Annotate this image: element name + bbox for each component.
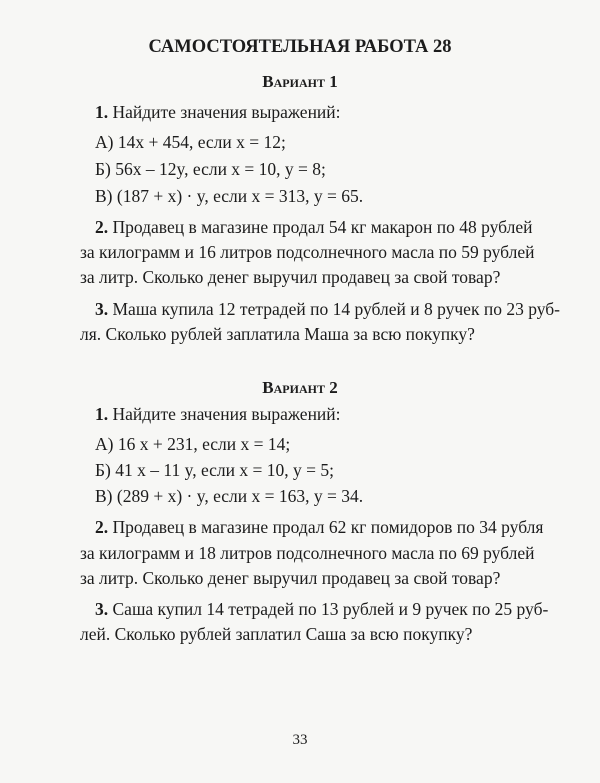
v1-task2-line: за килограмм и 16 литров подсолнечного масла по 59 рублей — [80, 242, 535, 262]
v2-task2-line: за килограмм и 18 литров подсолнечного масла по 69 рублей — [80, 543, 535, 563]
task-number: 2. — [95, 217, 109, 237]
task-number: 3. — [95, 599, 109, 619]
task-number: 2. — [95, 517, 109, 537]
v1-task1 — [95, 102, 341, 122]
v1-task3-line — [95, 299, 560, 319]
v2-task3-line — [95, 599, 548, 619]
v1-task1-item-b: Б) 56x – 12y, если x = 10, y = 8; — [95, 159, 326, 179]
v2-task1 — [95, 404, 341, 424]
task-number: 1. — [95, 102, 109, 122]
v2-task3-line: лей. Сколько рублей заплатил Саша за всю покупку? — [80, 624, 473, 644]
task-text: Продавец в магазине продал 62 кг помидоров по 34 рубля — [112, 517, 544, 537]
variant-1-heading: Вариант 1 — [262, 72, 338, 91]
v2-task1-item-b: Б) 41 x – 11 y, если x = 10, y = 5; — [95, 460, 335, 480]
task-text: Саша купил 14 тетрадей по 13 рублей и 9 ручек по 25 руб- — [112, 599, 549, 619]
task-text: Продавец в магазине продал 54 кг макарон по 48 рублей — [112, 217, 533, 237]
task-text: Найдите значения выражений: — [112, 102, 341, 122]
v2-task1-item-a: А) 16 x + 231, если x = 14; — [95, 434, 291, 454]
task-text: Маша купила 12 тетрадей по 14 рублей и 8 ручек по 23 руб- — [112, 299, 560, 319]
task-number: 1. — [95, 404, 109, 424]
task-text: Найдите значения выражений: — [112, 404, 341, 424]
v1-task2-line — [95, 217, 533, 237]
v2-task1-item-c: В) (289 + x) · y, если x = 163, y = 34. — [95, 486, 364, 506]
v2-task2-line — [95, 517, 543, 537]
v1-task2-line: за литр. Сколько денег выручил продавец за свой товар? — [80, 267, 501, 287]
v1-task1-item-a: А) 14x + 454, если x = 12; — [95, 132, 286, 152]
v1-task3-line: ля. Сколько рублей заплатила Маша за всю покупку? — [80, 324, 475, 344]
variant-2-heading: Вариант 2 — [262, 378, 338, 397]
page-title: САМОСТОЯТЕЛЬНАЯ РАБОТА 28 — [148, 37, 452, 57]
v1-task1-item-c: В) (187 + x) · y, если x = 313, y = 65. — [95, 186, 364, 206]
task-number: 3. — [95, 299, 109, 319]
page-number: 33 — [292, 732, 308, 748]
v2-task2-line: за литр. Сколько денег выручил продавец за свой товар? — [80, 568, 501, 588]
